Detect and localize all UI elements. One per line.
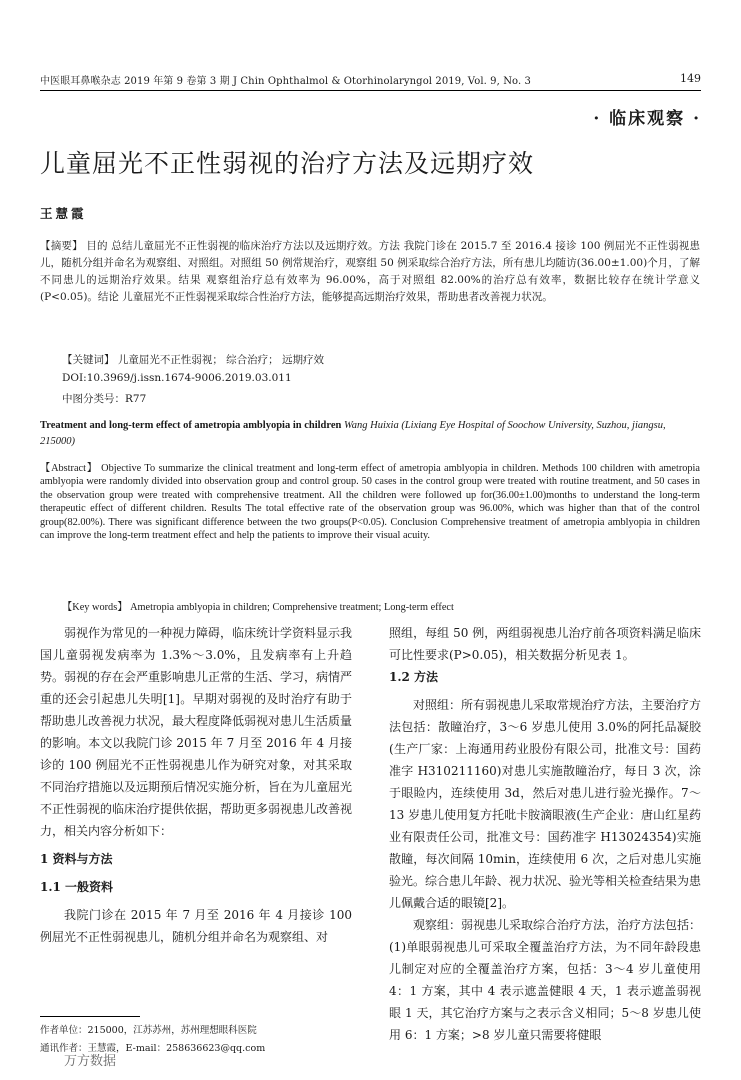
intro-paragraph: 弱视作为常见的一种视力障碍，临床统计学资料显示我国儿童弱视发病率为 1.3%～3.0%，且发病率有上升趋势。弱视的存在会严重影响患儿正常的生活、学习，病情严重的还会引起患儿失明[1]。早期对弱视的及时治疗有助于帮助患儿改善视力状况，最大程度降低弱视对患儿生活质量的影响。本文以我院门诊 2015 年 7 月至 2016 年 4 月接诊的 100 例屈光不正性弱视患儿作为研究对象，对其采取不同治疗措施以及远期预后情况实施分析，旨在为儿童屈光不正性弱视的临床治疗提供依据，帮助更多弱视患儿改善视力，相关内容分析如下： <box>40 626 353 838</box>
abstract-cn-text: 【摘要】 目的 总结儿童屈光不正性弱视的临床治疗方法以及远期疗效。方法 我院门诊在 2015.7 至 2016.4 接诊 100 例屈光不正性弱视患儿，随机分组并命名为观察组、对照组。对照组 50 例常规治疗，观察组 50 例采取综合治疗方法，所有患儿均随访(36.00±1.00)个月，了解不同患儿的远期治疗效果。结果 观察组治疗总有效率为 96.00%，高于对照组 82.00%的治疗总有效率，数据比较存在统计学意义(P<0.05)。结论 儿童屈光不正性弱视采取综合性治疗方法，能够提高远期治疗效果，帮助患者改善视力状况。 <box>40 240 700 303</box>
classification-number: 中图分类号：R77 <box>62 393 147 405</box>
section-label: · 临床观察 · <box>593 109 701 129</box>
footnote-rule <box>40 1016 140 1017</box>
title-english: Treatment and long-term effect of ametropia amblyopia in children <box>40 420 342 431</box>
abstract-chinese <box>40 238 700 306</box>
general-data-continued: 照组，每组 50 例，两组弱视患儿治疗前各项资料满足临床可比性要求(P>0.05)，相关数据分析见表 1。 <box>389 626 701 662</box>
heading-methods: 1.2 方法 <box>389 670 439 684</box>
body-left-column <box>40 622 352 948</box>
author-english: Wang Huixia (Lixiang Eye Hospital of Soochow University, Suzhou, jiangsu, 215000) <box>40 420 666 447</box>
control-group-paragraph: 对照组：所有弱视患儿采取常规治疗方法，主要治疗方法包括：散瞳治疗，3～6 岁患儿使用 3.0%的阿托品凝胶(生产厂家：上海通用药业股份有限公司，批准文号：国药准字 H310211160)对患儿实施散瞳治疗，每日 3 次，涂于眼睑内，连续使用 3d，然后对患儿进行验光操作。7～13 岁患儿使用复方托吡卡胺滴眼液(生产企业：唐山红星药业有限责任公司，批准文号：国药准字 H13024354)实施散瞳，每次间隔 10min，连续使用 6 次，之后对患儿实施验光。综合患儿年龄、视力状况、验光等相关检查结果为患儿佩戴合适的眼镜[2]。 <box>389 698 702 910</box>
article-title: 儿童屈光不正性弱视的治疗方法及远期疗效 <box>40 149 535 178</box>
corresponding-author: 通讯作者：王慧霞，E-mail：258636623@qq.com <box>40 1043 266 1054</box>
general-data-paragraph: 我院门诊在 2015 年 7 月至 2016 年 4 月接诊 100 例屈光不正性弱视患儿，随机分组并命名为观察组、对 <box>40 908 352 944</box>
abstract-english: 【Abstract】 Objective To summarize the clinical treatment and long-term effect of ametropia amblyopia in children. Methods 100 children with ametropia amblyopia were randomly divided into observation group and control group. 50 cases in the control group were treated with routine treatment, and 50 cases in the observation group were treated with comprehensive treatment. All the children were followed up for(36.00±1.00)months to understand the long-term therapeutic effect of different children. Results The total effective rate of the observation group was 96.00%, which was higher than that of the control group(82.00%). There was significant difference between the two groups(P<0.05). Conclusion Comprehensive treatment of ametropia amblyopia in children can improve the long-term treatment effect and help the patients to improve their visual acuity. <box>40 463 700 542</box>
header-rule <box>40 90 701 91</box>
author-unit: 作者单位：215000，江苏苏州，苏州理想眼科医院 <box>40 1025 257 1036</box>
heading-materials-methods: 1 资料与方法 <box>40 852 113 866</box>
keywords-english: 【Key words】 Ametropia amblyopia in children; Comprehensive treatment; Long-term effect <box>62 602 454 613</box>
observation-group-paragraph: 观察组：弱视患儿采取综合治疗方法，治疗方法包括：(1)单眼弱视患儿可采取全覆盖治疗方法，为不同年龄段患儿制定对应的全覆盖治疗方案，包括：3～4 岁儿童使用 4：1 方案，其中 4 表示遮盖健眼 4 天，1 表示遮盖弱视眼 1 天，其它治疗方案与之表示含义相同；5～8 岁患儿使用 6：1 方案；>8 岁儿童只需要将健眼 <box>389 918 702 1042</box>
doi: DOI:10.3969/j.issn.1674-9006.2019.03.011 <box>62 372 292 384</box>
page-number: 149 <box>680 72 701 85</box>
heading-general-data: 1.1 一般资料 <box>40 880 114 894</box>
keywords-chinese: 【关键词】 儿童屈光不正性弱视； 综合治疗； 远期疗效 <box>62 354 325 366</box>
english-title-block <box>40 418 700 450</box>
body-right-column <box>389 622 701 1046</box>
watermark: 万方数据 <box>64 1054 117 1069</box>
author-name: 王慧霞 <box>40 206 87 221</box>
journal-header: 中医眼耳鼻喉杂志 2019 年第 9 卷第 3 期 J Chin Ophthalmol & Otorhinolaryngol 2019, Vol. 9, No. 3 <box>40 76 532 87</box>
